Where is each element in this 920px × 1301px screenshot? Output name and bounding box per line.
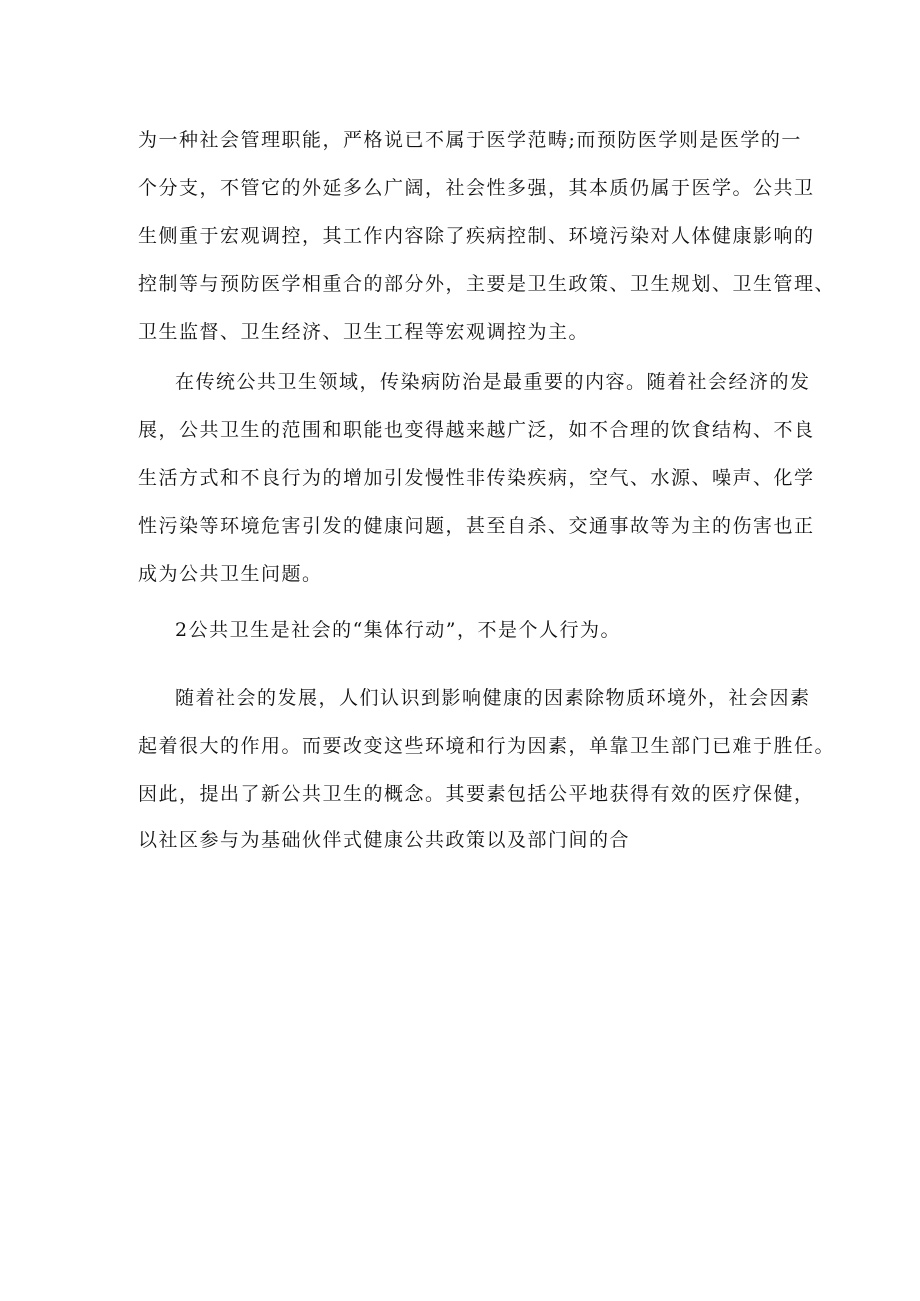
paragraph-3-line-3: 因此，提出了新公共卫生的概念。其要素包括公平地获得有效的医疗保健， xyxy=(138,783,815,805)
paragraph-3-line-1: 随着社会的发展，人们认识到影响健康的因素除物质环境外，社会因素 xyxy=(175,687,811,709)
paragraph-1-line-5: 卫生监督、卫生经济、卫生工程等宏观调控为主。 xyxy=(138,321,590,343)
section-heading-2: 2公共卫生是社会的“集体行动”，不是个人行为。 xyxy=(175,619,622,641)
paragraph-2-line-3: 生活方式和不良行为的增加引发慢性非传染疾病，空气、水源、噪声、化学 xyxy=(138,467,815,489)
paragraph-1-line-1: 为一种社会管理职能，严格说已不属于医学范畴;而预防医学则是医学的一 xyxy=(138,129,802,151)
paragraph-2-line-1: 在传统公共卫生领域，传染病防治是最重要的内容。随着社会经济的发 xyxy=(175,371,811,393)
paragraph-2-line-5: 成为公共卫生问题。 xyxy=(138,563,323,585)
paragraph-1-line-3: 生侧重于宏观调控，其工作内容除了疾病控制、环境污染对人体健康影响的 xyxy=(138,225,815,247)
paragraph-3-line-2: 起着很大的作用。而要改变这些环境和行为因素，单靠卫生部门已难于胜任。 xyxy=(138,735,836,757)
paragraph-2-line-2: 展，公共卫生的范围和职能也变得越来越广泛，如不合理的饮食结构、不良 xyxy=(138,419,815,441)
paragraph-1-line-4: 控制等与预防医学相重合的部分外，主要是卫生政策、卫生规划、卫生管理、 xyxy=(138,273,836,295)
paragraph-1-line-2: 个分支，不管它的外延多么广阔，社会性多强，其本质仍属于医学。公共卫 xyxy=(138,177,815,199)
paragraph-2-line-4: 性污染等环境危害引发的健康问题，甚至自杀、交通事故等为主的伤害也正 xyxy=(138,515,815,537)
paragraph-3-line-4: 以社区参与为基础伙伴式健康公共政策以及部门间的合 xyxy=(138,829,631,851)
